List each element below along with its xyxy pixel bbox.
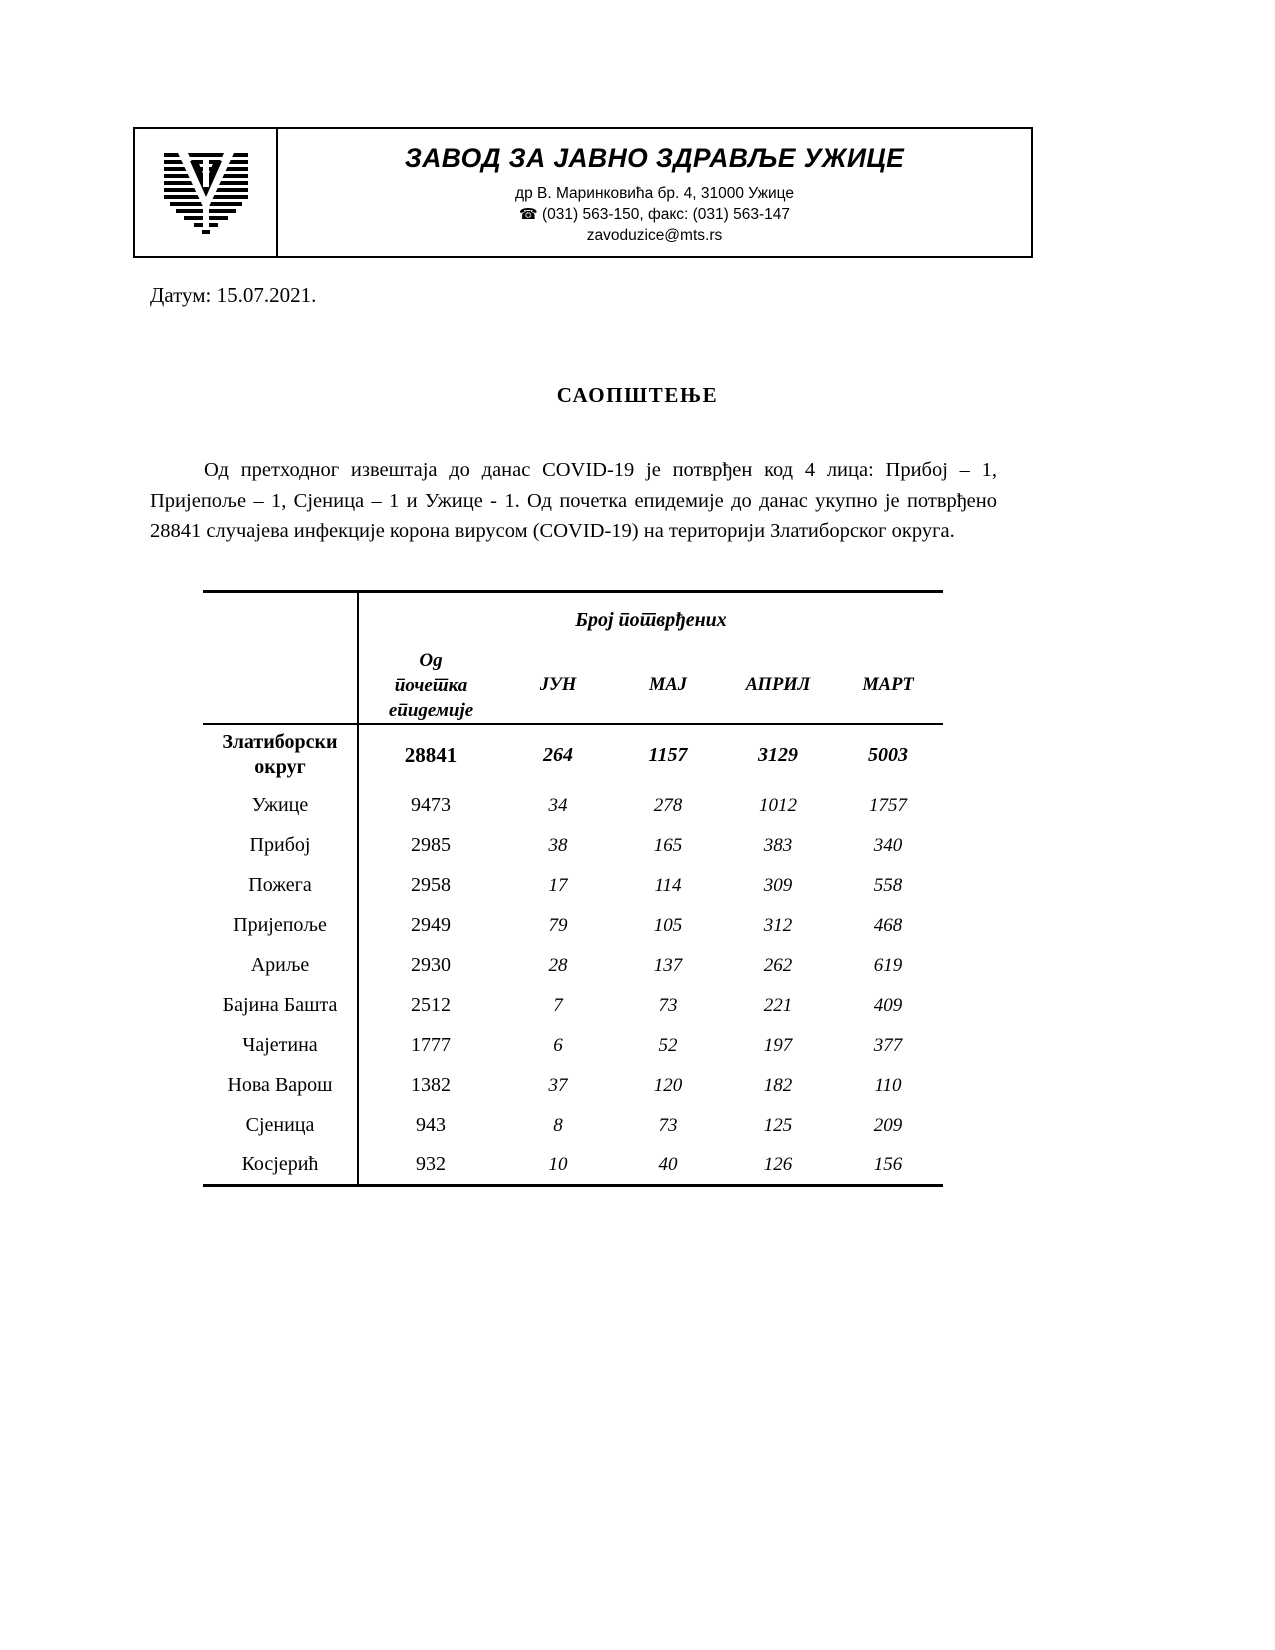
- header-cell-maj: МАЈ: [613, 648, 723, 724]
- group-header-label: Број потврђених: [358, 592, 943, 648]
- table-group-header-row: [203, 592, 943, 648]
- table-row: [203, 946, 943, 986]
- header-cell-total: [358, 648, 503, 724]
- header-cell-empty: [203, 648, 358, 724]
- header-cell-mart: МАРТ: [833, 648, 943, 724]
- table-header-row: [203, 648, 943, 724]
- row-name: Пожега: [203, 866, 358, 906]
- table-row: [203, 786, 943, 826]
- row-mart: 377: [873, 1034, 903, 1056]
- row-mart: 209: [873, 1114, 903, 1136]
- row-name: Ариље: [203, 946, 358, 986]
- date-line: Датум: 15.07.2021.: [150, 283, 317, 307]
- intro-paragraph: Од претходног извештаја до данас COVID-19 је потврђен код 4 лица: Прибој – 1, Пријепоље – 1, Сјеница – 1 и Ужице - 1. Од почетка епидемије до данас укупно је потврђено 28841 случајева инфекције корона вирусом (COVID-19) на територији Златиборског округа.: [150, 459, 997, 542]
- row-maj: 137: [653, 954, 683, 976]
- row-name: Пријепоље: [203, 906, 358, 946]
- row-april: 197: [763, 1034, 793, 1056]
- organization-phone: (031) 563-150, факс: (031) 563-147: [541, 206, 791, 223]
- telephone-icon: ☎: [518, 205, 538, 223]
- confirmed-cases-table: [203, 590, 943, 1187]
- table-row: [203, 826, 943, 866]
- row-name: Ужице: [203, 786, 358, 826]
- row-april: 383: [763, 834, 793, 856]
- header-total-line1: Од: [419, 649, 443, 671]
- row-jun: 38: [548, 834, 568, 856]
- row-jun: 7: [553, 994, 563, 1016]
- row-name: Чајетина: [203, 1026, 358, 1066]
- row-maj: 73: [658, 1114, 678, 1136]
- row-total: 28841: [404, 742, 458, 767]
- header-total-line3: епидемије: [388, 699, 474, 721]
- row-mart: 619: [873, 954, 903, 976]
- organization-email: zavoduzice@mts.rs: [586, 227, 723, 244]
- row-name: Косјерић: [203, 1146, 358, 1186]
- row-total: 932: [358, 1146, 503, 1186]
- row-april: 1012: [759, 794, 797, 816]
- header-cell-jun: ЈУН: [503, 648, 613, 724]
- row-jun: 264: [543, 743, 573, 766]
- table-row: [203, 1066, 943, 1106]
- row-name: Нова Варош: [203, 1066, 358, 1106]
- district-name-line1: Златиборски: [222, 731, 338, 753]
- row-jun: 8: [553, 1114, 563, 1136]
- row-april: 182: [763, 1074, 793, 1096]
- row-jun: 6: [553, 1034, 563, 1056]
- row-jun: 34: [548, 794, 568, 816]
- row-april: 126: [723, 1146, 833, 1186]
- row-name: Сјеница: [203, 1106, 358, 1146]
- row-maj: 114: [654, 874, 682, 896]
- row-jun: 37: [548, 1074, 568, 1096]
- row-total: 1777: [411, 1034, 451, 1056]
- row-jun: 10: [503, 1146, 613, 1186]
- row-maj: 52: [658, 1034, 678, 1056]
- institute-emblem-icon: [160, 151, 252, 235]
- row-april: 309: [763, 874, 793, 896]
- row-total: 2930: [411, 954, 451, 976]
- row-april: 3129: [758, 743, 798, 766]
- row-mart: 1757: [869, 794, 908, 816]
- table-row: [203, 1106, 943, 1146]
- row-total: 1382: [411, 1074, 451, 1096]
- row-mart: 110: [874, 1074, 902, 1096]
- row-maj: 120: [653, 1074, 683, 1096]
- row-name-district: [203, 724, 358, 786]
- row-maj: 73: [658, 994, 678, 1016]
- table-row: [203, 724, 943, 786]
- row-maj: 165: [653, 834, 683, 856]
- row-april: 125: [763, 1114, 793, 1136]
- row-mart: 340: [873, 834, 903, 856]
- table-corner-cell: [203, 592, 358, 648]
- table-row: [203, 1026, 943, 1066]
- row-april: 221: [763, 994, 793, 1016]
- row-april: 262: [763, 954, 793, 976]
- row-mart: 468: [873, 914, 903, 936]
- row-mart: 156: [833, 1146, 943, 1186]
- table-row: [203, 986, 943, 1026]
- logo-cell: [135, 129, 278, 256]
- row-total: 2958: [411, 874, 451, 896]
- row-mart: 409: [873, 994, 903, 1016]
- organization-phone-line: [519, 204, 790, 225]
- row-jun: 79: [548, 914, 568, 936]
- row-total: 943: [416, 1114, 446, 1136]
- row-april: 312: [763, 914, 793, 936]
- table-row: [203, 906, 943, 946]
- organization-name: ЗАВОД ЗА ЈАВНО ЗДРАВЉЕ УЖИЦЕ: [404, 143, 905, 173]
- table-row: [203, 866, 943, 906]
- page-title: САОПШТЕЊЕ: [556, 383, 719, 407]
- row-mart: 5003: [868, 743, 909, 766]
- row-maj: 278: [653, 794, 683, 816]
- letterhead: [133, 127, 1033, 258]
- organization-address: др В. Маринковића бр. 4, 31000 Ужице: [515, 185, 794, 202]
- row-name: Прибој: [203, 826, 358, 866]
- row-maj: 40: [613, 1146, 723, 1186]
- table-row: [203, 1146, 943, 1186]
- row-mart: 558: [873, 874, 903, 896]
- row-total: 2512: [411, 994, 451, 1016]
- row-total: 2985: [411, 834, 451, 856]
- district-name-line2: округ: [254, 756, 306, 778]
- row-maj: 1157: [648, 743, 688, 766]
- row-jun: 28: [548, 954, 568, 976]
- row-total: 9473: [411, 794, 451, 816]
- row-name: Бајина Башта: [203, 986, 358, 1026]
- letterhead-text: [278, 129, 1031, 256]
- row-jun: 17: [548, 874, 568, 896]
- header-total-line2: почетка: [394, 674, 468, 696]
- header-cell-april: АПРИЛ: [723, 648, 833, 724]
- row-total: 2949: [411, 914, 451, 936]
- row-maj: 105: [653, 914, 683, 936]
